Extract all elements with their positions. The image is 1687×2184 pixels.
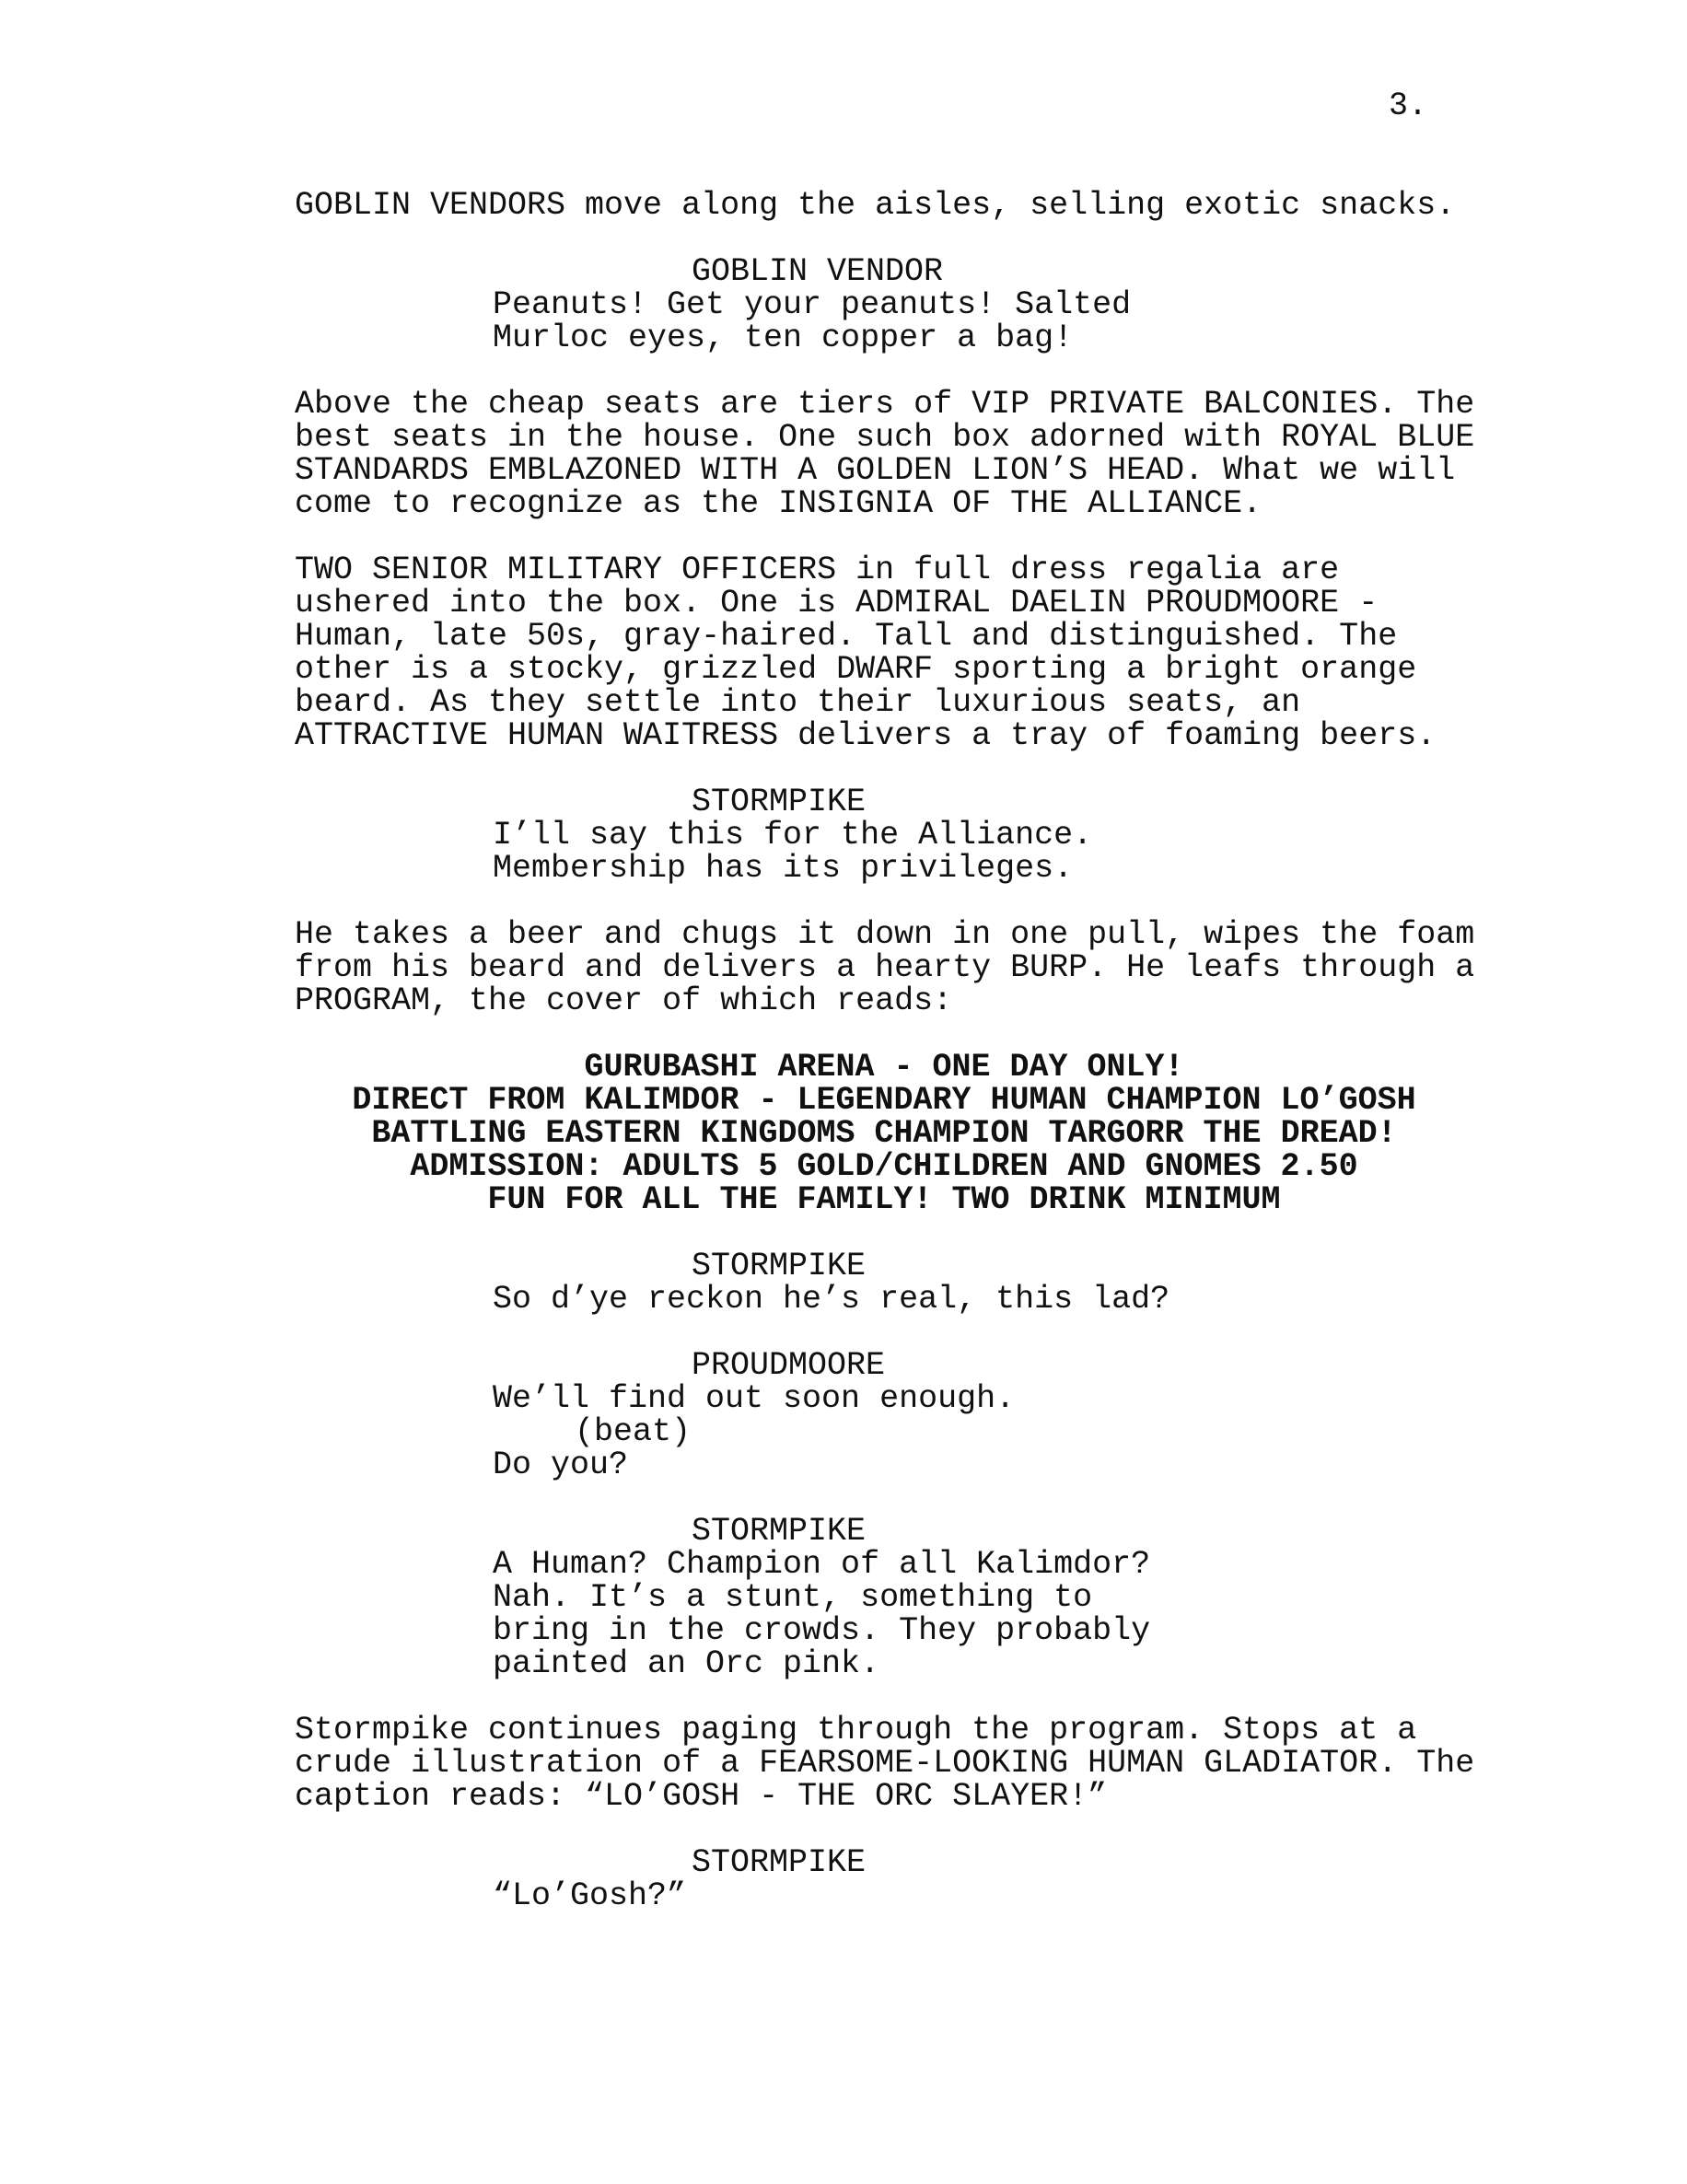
dialogue-line: I’ll say this for the Alliance. — [493, 817, 1093, 854]
dialogue-line: Membership has its privileges. — [493, 850, 1074, 887]
action-line: ushered into the box. One is ADMIRAL DAELIN PROUDMOORE - — [295, 585, 1379, 622]
action-line: crude illustration of a FEARSOME-LOOKING HUMAN GLADIATOR. The — [295, 1745, 1475, 1782]
dialogue-line: painted an Orc pink. — [493, 1645, 880, 1682]
action-line: come to recognize as the INSIGNIA OF THE ALLIANCE. — [295, 485, 1262, 522]
character-cue: STORMPIKE — [692, 1844, 867, 1881]
character-cue: PROUDMOORE — [692, 1347, 886, 1384]
action-line: Human, late 50s, gray-haired. Tall and distinguished. The — [295, 618, 1398, 655]
program-cover-line: BATTLING EASTERN KINGDOMS CHAMPION TARGORR THE DREAD! — [371, 1115, 1397, 1152]
action-line: He takes a beer and chugs it down in one pull, wipes the foam — [295, 916, 1475, 953]
dialogue-line: Do you? — [493, 1446, 629, 1483]
action-line: caption reads: “LO’GOSH - THE ORC SLAYER!” — [295, 1778, 1108, 1815]
action-line: beard. As they settle into their luxurious seats, an — [295, 684, 1301, 721]
page-number: 3. — [1389, 87, 1428, 124]
action-line: from his beard and delivers a hearty BURP. He leafs through a — [295, 949, 1475, 986]
action-line: GOBLIN VENDORS move along the aisles, selling exotic snacks. — [295, 187, 1456, 224]
character-cue: STORMPIKE — [692, 1248, 867, 1284]
character-cue: STORMPIKE — [692, 784, 867, 820]
parenthetical: (beat) — [575, 1413, 692, 1450]
program-cover-line: FUN FOR ALL THE FAMILY! TWO DRINK MINIMUM — [487, 1181, 1281, 1218]
program-cover-line: DIRECT FROM KALIMDOR - LEGENDARY HUMAN CHAMPION LO’GOSH — [352, 1082, 1416, 1119]
action-line: STANDARDS EMBLAZONED WITH A GOLDEN LION’S HEAD. What we will — [295, 452, 1456, 489]
dialogue-line: bring in the crowds. They probably — [493, 1612, 1151, 1649]
character-cue: STORMPIKE — [692, 1513, 867, 1550]
dialogue-line: Murloc eyes, ten copper a bag! — [493, 319, 1074, 356]
action-line: ATTRACTIVE HUMAN WAITRESS delivers a tray of foaming beers. — [295, 717, 1437, 754]
dialogue-line: Peanuts! Get your peanuts! Salted — [493, 286, 1132, 323]
dialogue-line: “Lo’Gosh?” — [493, 1877, 687, 1914]
character-cue: GOBLIN VENDOR — [692, 253, 944, 290]
program-cover-line: GURUBASHI ARENA - ONE DAY ONLY! — [584, 1049, 1184, 1086]
action-line: other is a stocky, grizzled DWARF sporting a bright orange — [295, 651, 1417, 688]
dialogue-line: We’ll find out soon enough. — [493, 1380, 1016, 1417]
action-line: TWO SENIOR MILITARY OFFICERS in full dress regalia are — [295, 552, 1340, 588]
dialogue-line: Nah. It’s a stunt, something to — [493, 1579, 1093, 1616]
dialogue-line: So d’ye reckon he’s real, this lad? — [493, 1281, 1170, 1318]
action-line: Stormpike continues paging through the program. Stops at a — [295, 1712, 1417, 1748]
action-line: best seats in the house. One such box adorned with ROYAL BLUE — [295, 419, 1475, 456]
program-cover-line: ADMISSION: ADULTS 5 GOLD/CHILDREN AND GNOMES 2.50 — [410, 1148, 1358, 1185]
action-line: Above the cheap seats are tiers of VIP PRIVATE BALCONIES. The — [295, 386, 1475, 423]
dialogue-line: A Human? Champion of all Kalimdor? — [493, 1546, 1151, 1583]
action-line: PROGRAM, the cover of which reads: — [295, 982, 953, 1019]
